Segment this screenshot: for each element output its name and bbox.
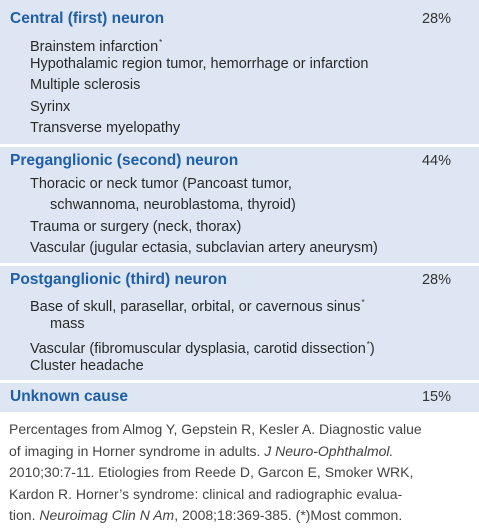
section-divider [0,263,479,266]
list-item: Vascular (fibromuscular dysplasia, carotid dissection*) [30,340,375,357]
list-item: Brainstem infarction* [30,38,163,55]
section-percent-preganglionic: 44% [421,153,451,169]
section-divider [0,144,479,147]
list-item: schwannoma, neuroblastoma, thyroid) [50,197,296,213]
footnote-line: 2010;30:7-11. Etiologies from Reede D, Garcon E, Smoker WRK, [9,464,414,480]
footnote-line: tion. Neuroimag Clin N Am, 2008;18:369-385. (*)Most common. [9,507,403,523]
table-footnote [9,419,473,527]
list-item: Syrinx [30,99,71,115]
section-percent-postganglionic: 28% [421,272,451,288]
list-item: Base of skull, parasellar, orbital, or cavernous sinus* [30,298,365,315]
list-item: Vascular (jugular ectasia, subclavian artery aneurysm) [30,240,378,256]
section-heading-postganglionic: Postganglionic (third) neuron [10,271,227,288]
footnote-line: Kardon R. Horner’s syndrome: clinical and radiographic evalua- [9,485,403,502]
section-percent-central: 28% [421,11,451,27]
list-item: Cluster headache [30,358,144,374]
section-percent-unknown: 15% [421,389,451,405]
footnote-line: of imaging in Horner syndrome in adults. J Neuro-Ophthalmol. [9,442,394,459]
section-heading-central: Central (first) neuron [10,10,165,27]
section-divider [0,380,479,383]
section-heading-unknown: Unknown cause [10,388,128,405]
list-item: Trauma or surgery (neck, thorax) [30,219,242,235]
list-item: mass [50,316,85,332]
list-item: Transverse myelopathy [30,120,181,136]
footnote-line: Percentages from Almog Y, Gepstein R, Kesler A. Diagnostic value [9,421,422,437]
list-item: Thoracic or neck tumor (Pancoast tumor, [30,176,292,192]
list-item: Hypothalamic region tumor, hemorrhage or infarction [30,56,369,72]
section-heading-preganglionic: Preganglionic (second) neuron [10,152,239,169]
list-item: Multiple sclerosis [30,77,141,93]
